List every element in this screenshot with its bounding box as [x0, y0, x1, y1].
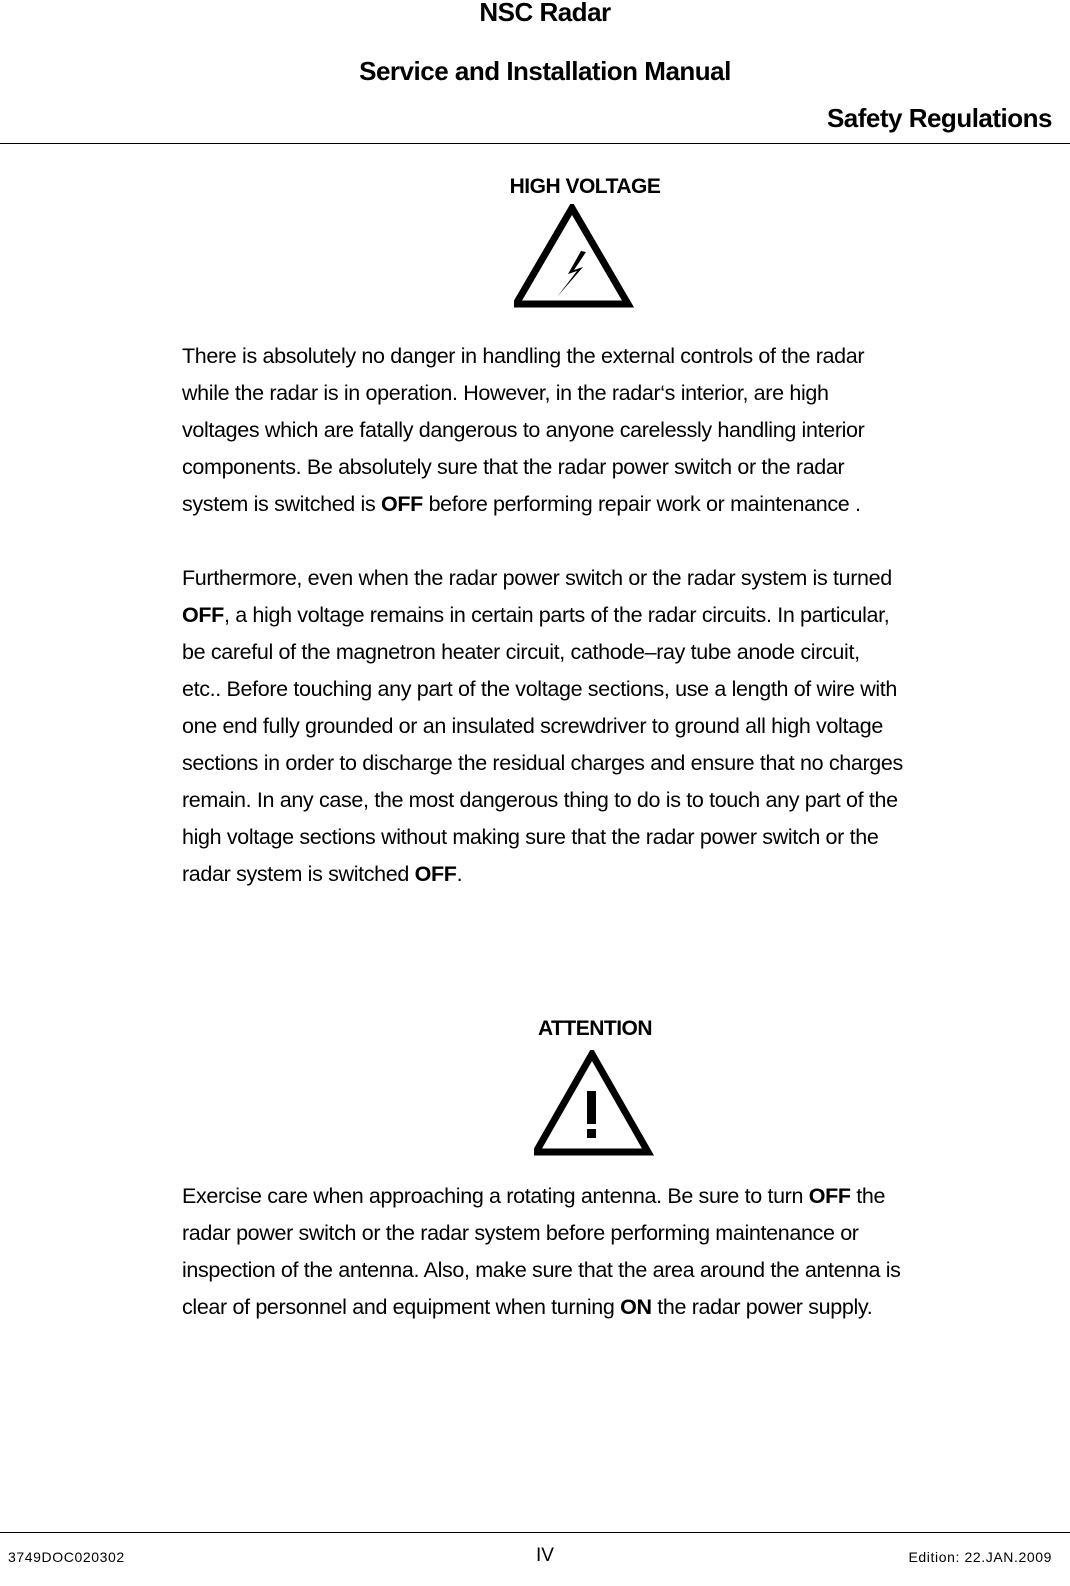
attention-heading: ATTENTION — [537, 1017, 653, 1040]
high-voltage-heading: HIGH VOLTAGE — [509, 175, 661, 198]
off-emphasis: OFF — [381, 492, 423, 516]
high-voltage-paragraph-1: There is absolutely no danger in handling the external controls of the radar while the radar is in operation. However, in the radar‘s interior, are high voltages which are fatally dangerous to anyone carelessly handling interior components. Be absolutely sure that the radar power switch or the radar system is switched is OFF before performing repair work or maintenance . — [182, 344, 865, 516]
manual-product-title: NSC Radar — [479, 0, 611, 27]
attention-paragraph: Exercise care when approaching a rotating antenna. Be sure to turn OFF the radar power switch or the radar system before performing maintenance or inspection of the antenna. Also, make sure that the area around the antenna is clear of personnel and equipment when turning ON the radar power supply. — [182, 1184, 901, 1319]
edition-date: Edition: 22.JAN.2009 — [908, 1549, 1052, 1565]
off-emphasis: OFF — [182, 603, 224, 627]
page-number: IV — [536, 1545, 554, 1566]
high-voltage-paragraph-2: Furthermore, even when the radar power switch or the radar system is turned OFF, a high voltage remains in certain parts of the radar circuits. In particular, be careful of the magnetron heater circuit, cathode–ray tube anode circuit, etc.. Before touching any part of the voltage sections, use a length of wire with one end fully grounded or an insulated screwdriver to ground all high voltage sections in order to discharge the residual charges and ensure that no charges remain. In any case, the most dangerous thing to do is to touch any part of the high voltage sections without making sure that the radar power switch or the radar system is switched OFF. — [182, 566, 903, 886]
section-title: Safety Regulations — [826, 103, 1052, 133]
off-emphasis: OFF — [808, 1184, 851, 1208]
high-voltage-warning-icon — [514, 204, 640, 310]
on-emphasis: ON — [620, 1295, 652, 1319]
manual-title: Service and Installation Manual — [359, 56, 731, 86]
off-emphasis: OFF — [414, 862, 457, 886]
exclamation-warning-icon — [534, 1050, 660, 1158]
document-number: 3749DOC020302 — [8, 1549, 125, 1565]
footer-divider — [0, 1532, 1070, 1533]
header-divider — [0, 143, 1070, 144]
